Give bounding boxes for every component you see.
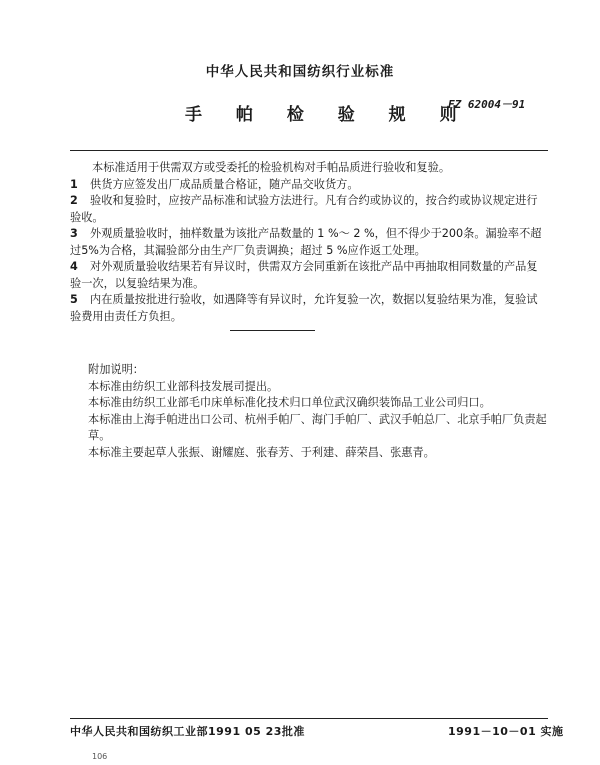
clause-text: 外观质量验收时，抽样数量为该批产品数量的 1 %～ 2 %，但不得少于200条。漏验率不超过5%为合格，其漏验部分由生产厂负责调换；超过 5 %应作返工处理。 xyxy=(70,227,542,257)
approval-note: 中华人民共和国纺织工业部1991 05 23批准 xyxy=(70,725,305,738)
appendix-line: 本标准主要起草人张振、谢耀庭、张春芳、于利建、薛荣昌、张惠青。 xyxy=(88,445,435,459)
clause-2 xyxy=(70,193,548,226)
clause-1 xyxy=(70,177,548,194)
clause-text: 供货方应签发出厂成品质量合格证，随产品交收货方。 xyxy=(90,177,359,191)
section-divider xyxy=(230,330,315,331)
clause-text: 验收和复验时，应按产品标准和试验方法进行。凡有合约或协议的，按合约或协议规定进行验收。 xyxy=(70,194,538,224)
clause-text: 对外观质量验收结果若有异议时，供需双方会同重新在该批产品中再抽取相同数量的产品复验一次，以复验结果为准。 xyxy=(70,260,538,290)
footer-rule xyxy=(70,718,548,719)
clause-number: 4 xyxy=(70,260,78,273)
intro-paragraph: 本标准适用于供需双方或受委托的检验机构对手帕品质进行验收和复验。 xyxy=(92,161,451,174)
issuing-authority: 中华人民共和国纺织行业标准 xyxy=(205,64,395,80)
clause-number: 1 xyxy=(70,177,78,191)
standard-code: FZ 62004－91 xyxy=(448,98,526,111)
clause-5 xyxy=(70,292,548,325)
clause-text: 内在质量按批进行验收，如遇降等有异议时，允许复验一次，数据以复验结果为准，复验试验费用由责任方负担。 xyxy=(70,293,538,323)
appendix-heading: 附加说明： xyxy=(88,363,144,376)
appendix-line: 本标准由纺织工业部毛巾床单标准化技术归口单位武汉确织装饰品工业公司归口。 xyxy=(88,396,491,409)
clause-number: 5 xyxy=(70,293,78,306)
standard-body xyxy=(70,160,548,325)
appendix-line: 本标准由上海手帕进出口公司、杭州手帕厂、海门手帕厂、武汉手帕总厂、北京手帕厂负责起草。 xyxy=(88,412,547,442)
clause-4 xyxy=(70,259,548,292)
page-title: 手 帕 检 验 规 则 xyxy=(185,105,471,125)
page-number: 106 xyxy=(92,752,108,761)
appendix xyxy=(88,362,548,461)
header-rule xyxy=(70,150,548,151)
appendix-line: 本标准由纺织工业部科技发展司提出。 xyxy=(88,379,279,393)
implementation-date: 1991－10－01 实施 xyxy=(448,725,564,738)
clause-number: 2 xyxy=(70,194,78,207)
clause-number: 3 xyxy=(70,227,78,240)
clause-3 xyxy=(70,226,548,259)
